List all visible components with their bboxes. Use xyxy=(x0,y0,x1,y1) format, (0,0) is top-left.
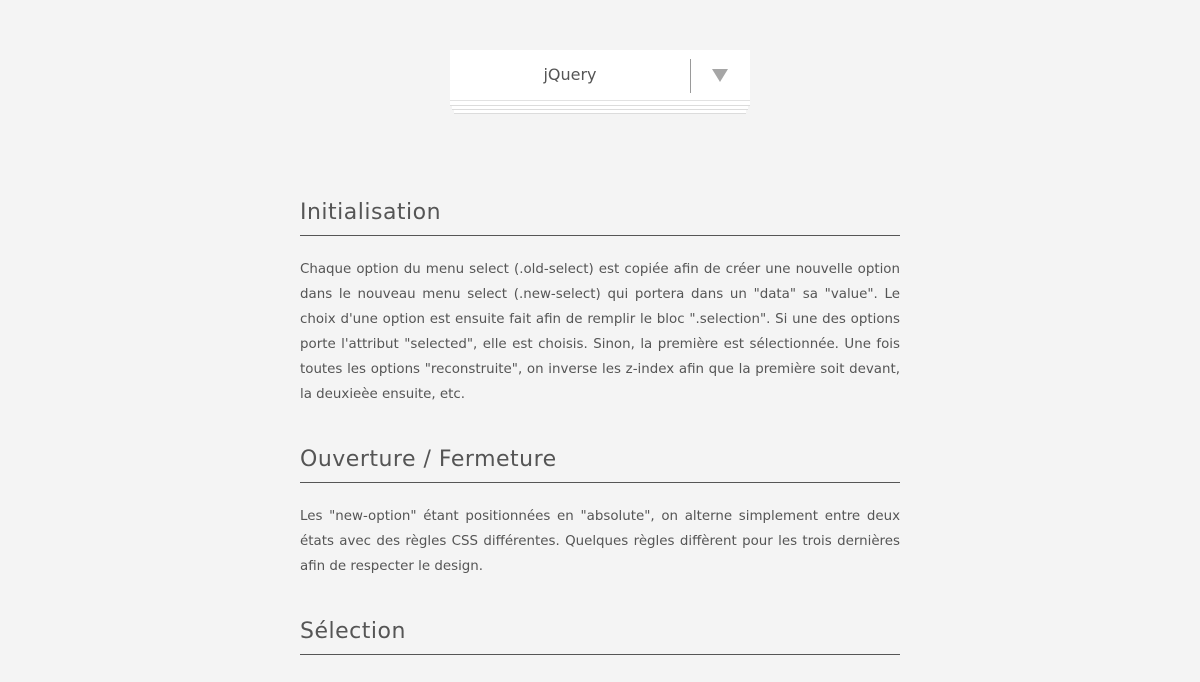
section-title: Ouverture / Fermeture xyxy=(300,445,900,483)
section-paragraph: Les "new-option" étant positionnées en "absolute", on alterne simplement entre deux états avec des règles CSS différentes. Quelques règles diffèrent pour les trois dernières afin de respecter le design. xyxy=(300,509,900,574)
section-title: Sélection xyxy=(300,617,900,655)
select-divider xyxy=(690,59,691,93)
custom-select[interactable] xyxy=(450,50,750,114)
section-title: Initialisation xyxy=(300,198,900,236)
section-initialisation xyxy=(300,198,900,445)
select-selection-box[interactable] xyxy=(450,50,750,101)
main-content xyxy=(300,198,900,655)
section-ouverture-fermeture xyxy=(300,445,900,617)
triangle-down-icon[interactable] xyxy=(712,69,728,82)
section-selection xyxy=(300,617,900,655)
selected-value: jQuery xyxy=(543,65,597,84)
section-paragraph: Chaque option du menu select (.old-select) est copiée afin de créer une nouvelle option dans le nouveau menu select (.new-select) qui portera dans un "data" sa "value". Le choix d'une option est ensuite fait afin de remplir le bloc ".selection". Si une des options porte l'attribut "selected", elle est choisis. Sinon, la première est sélectionnée. Une fois toutes les options "reconstruite", on inverse les z-index afin que la première soit devant, la deuxieèe ensuite, etc. xyxy=(300,262,900,402)
